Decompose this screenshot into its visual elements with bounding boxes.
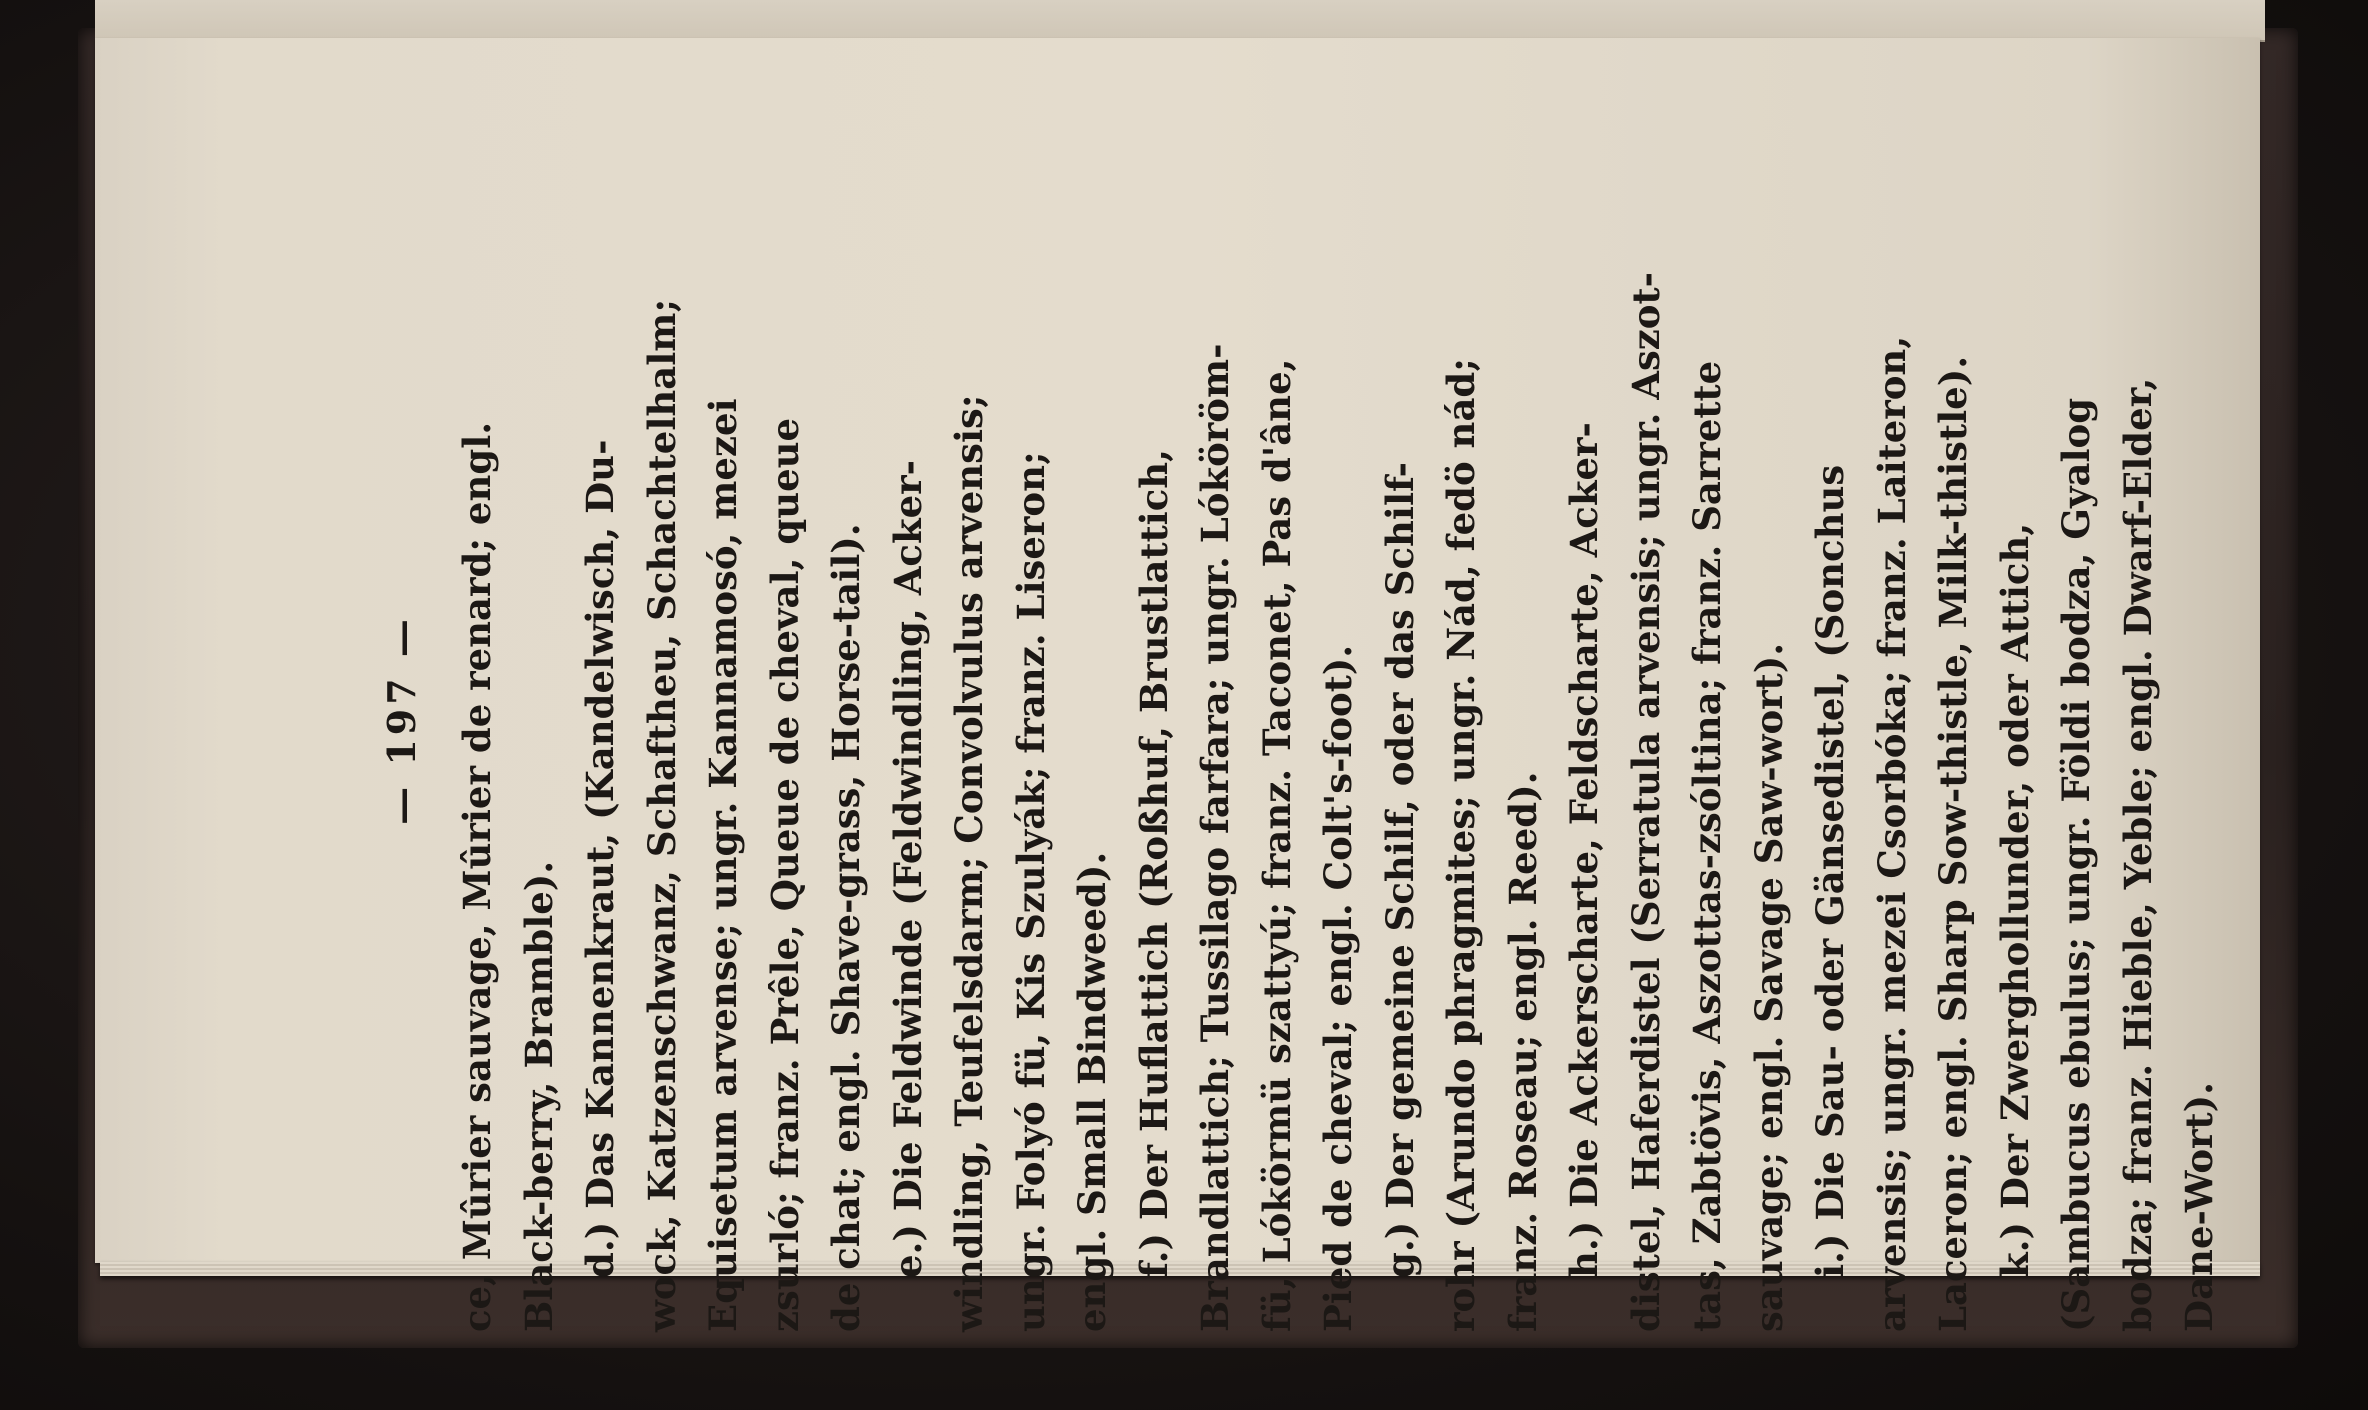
text-line: Laceron; engl. Sharp Sow-thistle, Milk-thistle). [1931,355,1975,1332]
text-line: ungr. Folyó fü, Kis Szulyák; franz. Liseron; [1008,451,1053,1332]
text-line: h.) Die Ackerscharte, Feldscharte, Acker- [1562,422,1606,1278]
text-line: zsurló; franz. Prêle, Queue de cheval, queue [762,417,807,1332]
text-line: Dane-Wort). [2177,1081,2221,1332]
text-line: Pied de cheval; engl. Colt's-foot). [1316,644,1360,1332]
text-line: distel, Haferdistel (Serratula arvensis; ungr. Aszot- [1623,272,1668,1332]
text-line: windling, Teufelsdarm; Convolvulus arvensis; [947,394,991,1332]
text-line: bodza; franz. Hieble, Yeble; engl. Dwarf-Elder, [2115,377,2160,1332]
text-line: fü, Lókörmü szattyú; franz. Taconet, Pas d'âne, [1254,358,1299,1332]
text-line: Equisetum arvense; ungr. Kannamosó, mezei [701,398,745,1332]
text-line: rohr (Arundo phragmites; ungr. Nád, fedö nád; [1439,358,1483,1332]
text-line: Black-berry, Bramble). [516,860,561,1332]
text-line: ce, Mûrier sauvage, Mûrier de renard; engl. [455,421,499,1332]
text-line: arvensis; ungr. mezei Csorbóka; franz. Laiteron, [1869,335,1914,1332]
text-line: f.) Der Huflattich (Roßhuf, Brustlattich, [1131,448,1176,1278]
text-line: engl. Small Bindweed). [1070,851,1114,1332]
text-line: g.) Der gemeine Schilf, oder das Schilf- [1377,462,1422,1278]
page-number-header: — 197 — [378,615,424,825]
text-line: tas, Zabtövis, Aszottas-zsóltina; franz. Sarrette [1685,360,1729,1332]
text-line: (Sambucus ebulus; ungr. Földi bodza, Gyalog [2054,397,2098,1332]
text-line: k.) Der Zwerghollunder, oder Attich, [1992,522,2037,1278]
text-line: e.) Die Feldwinde (Feldwindling, Acker- [885,460,930,1278]
text-line: Brandlattich; Tussilago farfara; ungr. Lóköröm- [1193,343,1237,1332]
text-line: d.) Das Kannenkraut, (Kandelwisch, Du- [578,439,622,1278]
text-line: franz. Roseau; engl. Reed). [1500,771,1545,1332]
rotated-page-text [355,100,2235,1340]
text-line: sauvage; engl. Savage Saw-wort). [1746,642,1791,1332]
text-line: de chat; engl. Shave-grass, Horse-tail). [824,523,868,1332]
text-line: i.) Die Sau- oder Gänsedistel, (Sonchus [1808,464,1852,1278]
text-line: wock, Katzenschwanz, Schaftheu, Schachtelhalm; [639,298,684,1332]
facing-page-edge [95,0,2265,42]
